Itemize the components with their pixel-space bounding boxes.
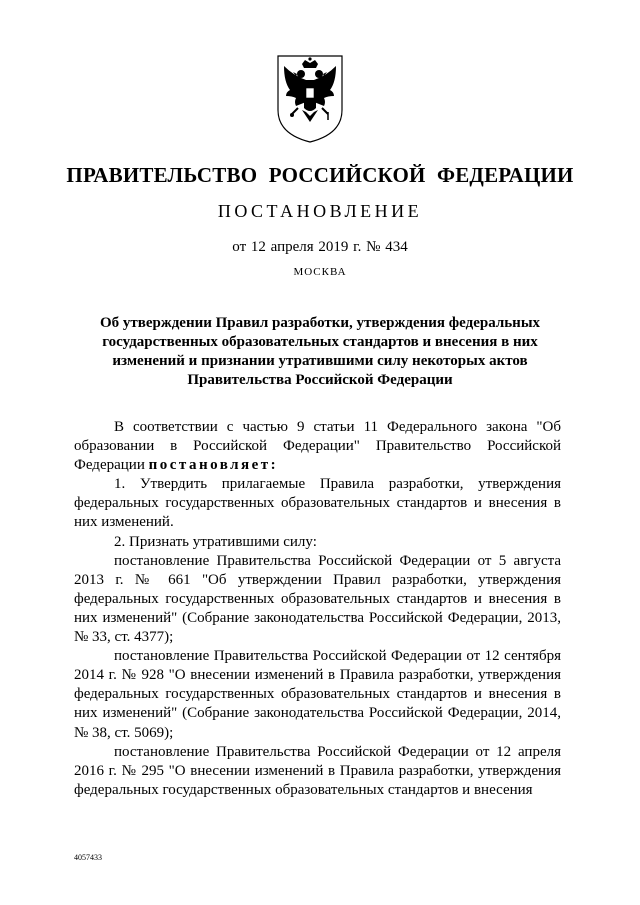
government-title: ПРАВИТЕЛЬСТВО РОССИЙСКОЙ ФЕДЕРАЦИИ: [66, 163, 574, 187]
paragraph-act-2016: постановление Правительства Российской Федерации от 12 апреля 2016 г. № 295 "О внесении изменений в Правила разработки, утверждения федеральных государственных образовательных стандартов и внесения: [74, 743, 561, 798]
paragraph-act-2013: постановление Правительства Российской Федерации от 5 августа 2013 г. № 661 "Об утверждении Правил разработки, утверждения федеральных государственных образовательных стандартов и внесения в них изменений" (Собрание законодательства Российской Федерации, 2013, № 33, ст. 4377);: [74, 552, 561, 646]
paragraph-act-2014: постановление Правительства Российской Федерации от 12 сентября 2014 г. № 928 "О внесении изменений в Правила разработки, утверждения федеральных государственных образовательных стандартов и внесения в них изменений" (Собрание законодательства Российской Федерации, 2014, № 38, ст. 5069);: [74, 648, 561, 741]
document-type: ПОСТАНОВЛЕНИЕ: [217, 201, 423, 221]
document-city: МОСКВА: [293, 266, 347, 278]
document-body: [74, 418, 561, 800]
russian-coat-of-arms-icon: [272, 52, 348, 144]
paragraph-preamble: [74, 418, 561, 475]
paragraph-item-1: 1. Утвердить прилагаемые Правила разработки, утверждения федеральных государственных образовательных стандартов и внесения в них изменений.: [74, 476, 561, 531]
preamble-text: В соответствии с частью 9 статьи 11 Федерального закона "Об образовании в Российской Федерации" Правительство Российской Федерации: [74, 419, 561, 474]
decision-word: постановляет:: [148, 457, 279, 474]
footer-document-code: 4057433: [74, 853, 102, 862]
document-date-number: от 12 апреля 2019 г. № 434: [232, 239, 408, 255]
document-title: Об утверждении Правил разработки, утверждения федеральных государственных образовательных стандартов и внесения в них изменений и признании утратившими силу некоторых актов Правительства Российской Федерации: [99, 315, 541, 388]
paragraph-item-2: 2. Признать утратившими силу:: [114, 533, 317, 550]
